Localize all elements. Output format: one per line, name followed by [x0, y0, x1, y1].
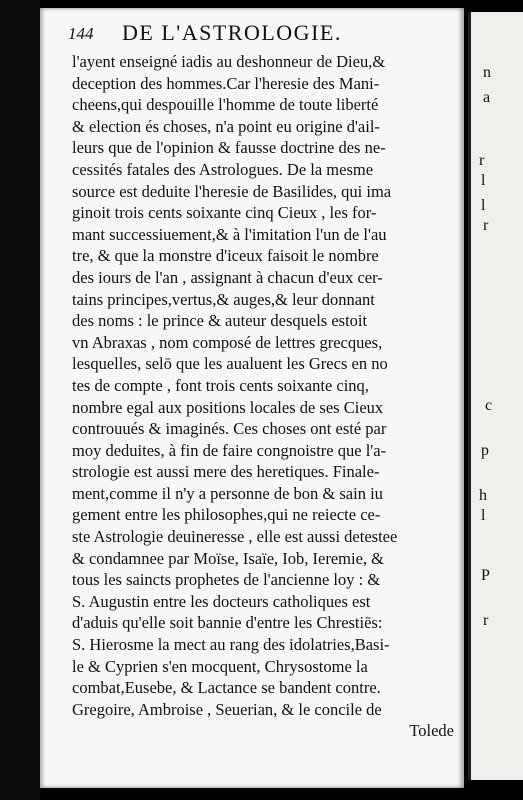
text-line: l'ayent enseigné iadis au deshonneur de Dieu,&: [72, 52, 386, 71]
facing-page-fragment: r: [483, 217, 489, 234]
text-line: Gregoire, Ambroise , Seuerian, & le concile de: [72, 699, 382, 719]
text-line: ment,comme il n'y a personne de bon & sain iu: [72, 483, 383, 503]
text-line: tre, & que la monstre d'iceux faisoit le nombre: [72, 246, 379, 266]
text-line: le & Cyprien s'en mocquent, Chrysostome la: [72, 656, 368, 676]
facing-page-fragment: P: [481, 567, 490, 584]
text-line: strologie est aussi mere des heretiques. Finale-: [72, 462, 380, 482]
text-line: tes de compte , font trois cents soixante cinq,: [72, 375, 369, 395]
text-line: Tolede: [409, 721, 454, 741]
book-page: [40, 8, 464, 788]
text-line: & election és choses, n'a point eu origine d'ail-: [72, 116, 380, 136]
text-line: tous les saincts prophetes de l'ancienne loy : &: [72, 570, 381, 590]
facing-page-fragment: a: [483, 89, 491, 106]
text-line: & condamnee par Moïse, Isaïe, Iob, Ieremie, &: [72, 548, 385, 568]
text-line: source est deduite l'heresie de Basilides, qui ima: [72, 181, 392, 201]
facing-page-fragment: l: [481, 507, 486, 524]
text-line: S. Augustin entre les docteurs catholiques est: [72, 591, 371, 611]
text-line: ste Astrologie deuineresse , elle est aussi detestee: [72, 527, 398, 547]
facing-page-edge: [468, 12, 523, 780]
text-line: combat,Eusebe, & Lactance se bandent contre.: [72, 678, 381, 698]
text-line: d'aduis qu'elle soit bannie d'entre les Chrestiēs:: [72, 613, 383, 633]
body-text: [72, 51, 458, 742]
text-line: cheens,qui despouille l'homme de toute liberté: [72, 95, 379, 115]
text-line: controuués & imaginés. Ces choses ont esté par: [72, 419, 387, 439]
facing-page-fragment: r: [479, 152, 485, 169]
text-line: des iours de l'an , assignant à chacun d'eux cer-: [72, 267, 383, 287]
facing-page-fragment: l: [481, 197, 486, 214]
text-line: vn Abraxas , nom composé de lettres grecques,: [72, 332, 383, 352]
facing-page-fragment: r: [483, 612, 489, 629]
running-title: DE L'ASTROLOGIE.: [122, 20, 342, 45]
text-line: gement entre les philosophes,qui ne reiecte ce-: [72, 505, 381, 525]
facing-page-fragment: c: [485, 397, 493, 414]
facing-page-fragment: p: [481, 442, 489, 459]
text-line: mant successiuement,& à l'imitation l'un de l'au: [72, 224, 387, 244]
text-line: S. Hierosme la mect au rang des idolatries,Basi-: [72, 635, 390, 655]
left-binding-shadow: [0, 0, 40, 800]
text-line: des noms : le prince & auteur desquels estoit: [72, 311, 368, 331]
text-line: nombre egal aux positions locales de ses Cieux: [72, 397, 384, 417]
text-line: leurs que de l'opinion & fausse doctrine des ne-: [72, 138, 386, 158]
facing-page-fragment: n: [483, 64, 491, 81]
page-number: 144: [68, 24, 94, 43]
page-header: [68, 20, 458, 46]
text-line: cessités fatales des Astrologues. De la mesme: [72, 159, 374, 179]
facing-page-fragment: h: [479, 487, 487, 504]
facing-page-fragment: l: [481, 172, 486, 189]
text-line: tains principes,vertus,& auges,& leur donnant: [72, 289, 375, 309]
text-line: ginoit trois cents soixante cinq Cieux , les for-: [72, 203, 377, 223]
text-line: lesquelles, selō que les aualuent les Grecs en no: [72, 354, 388, 374]
text-line: deception des hommes.Car l'heresie des Mani-: [72, 73, 380, 93]
text-line: moy deduites, à fin de faire congnoistre que l'a-: [72, 440, 387, 460]
